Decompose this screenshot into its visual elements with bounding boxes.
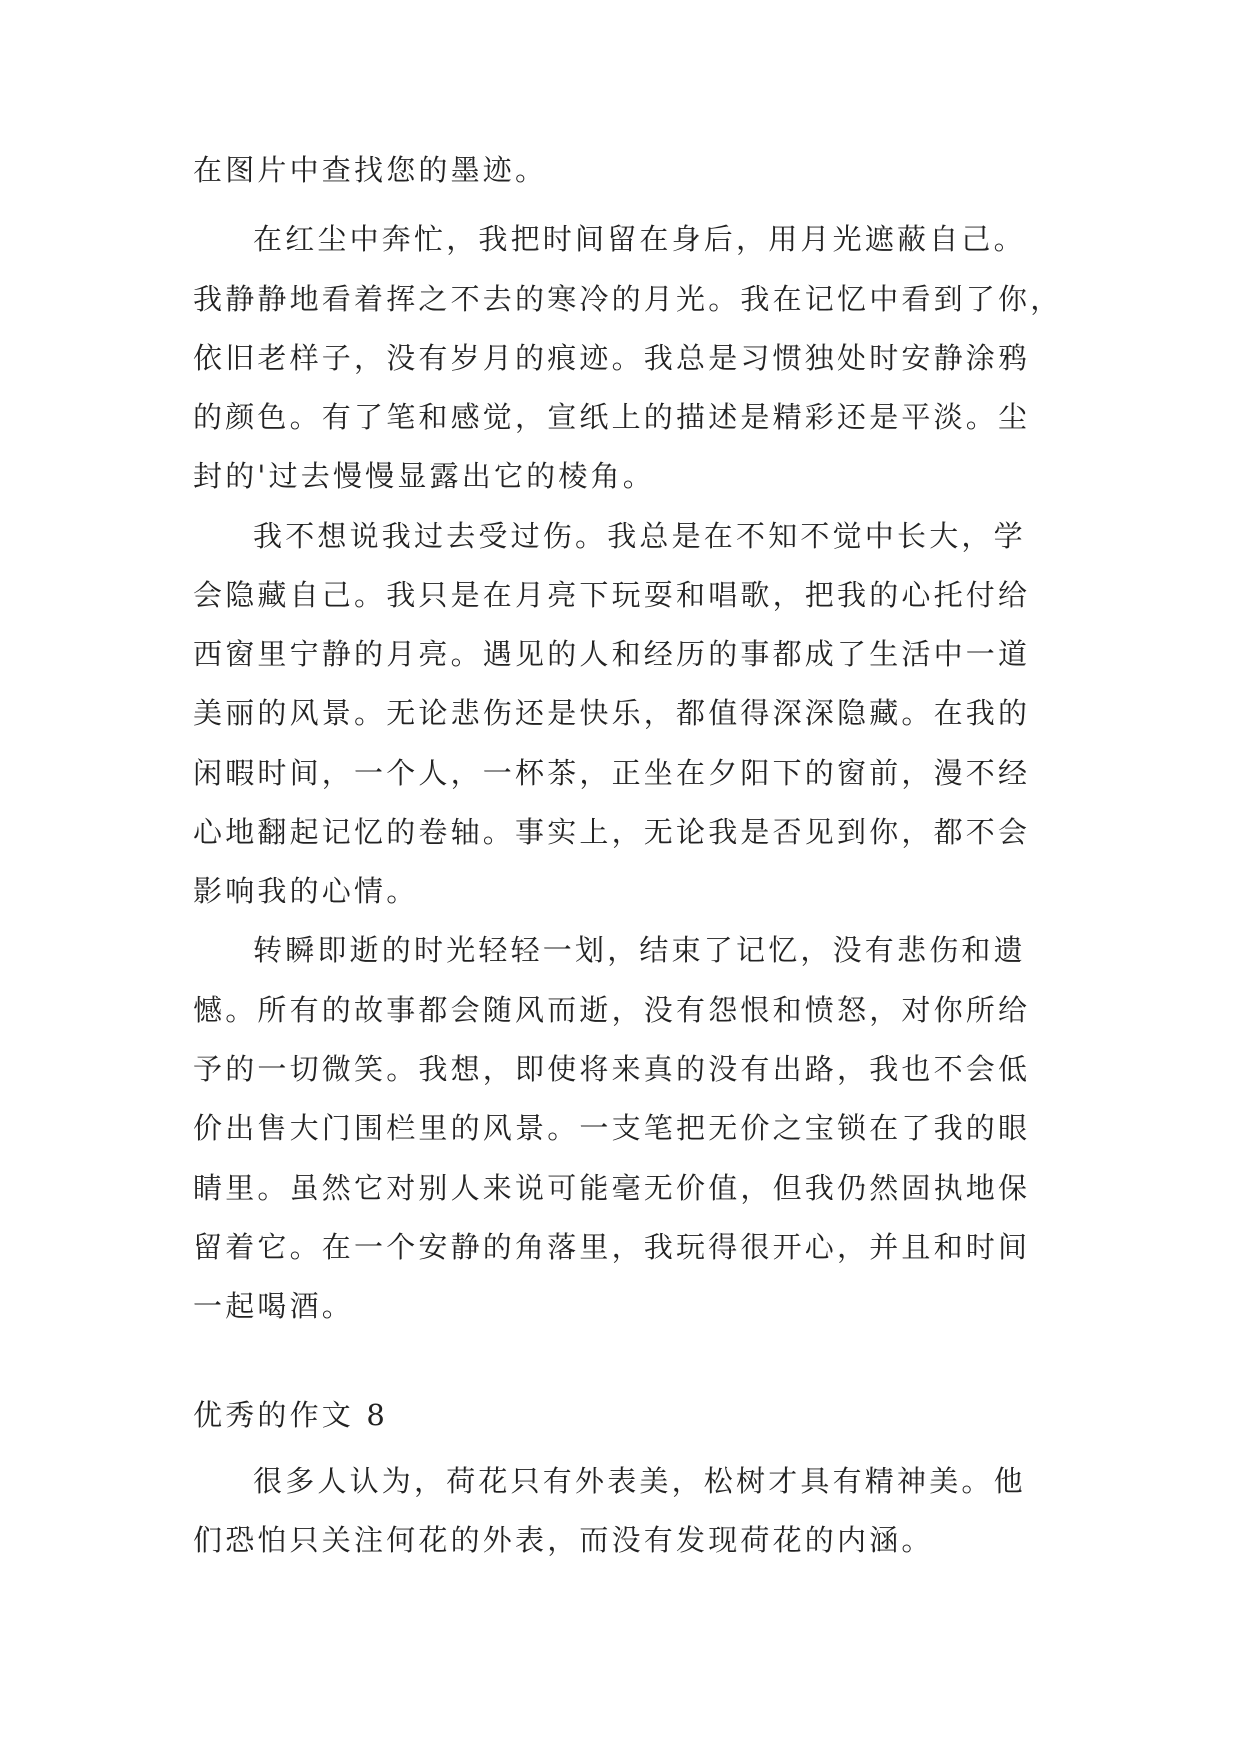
paragraph-3-line-1: 转瞬即逝的时光轻轻一划，结束了记忆，没有悲伤和遗 (253, 933, 1026, 967)
paragraph-1-line-1: 在红尘中奔忙，我把时间留在身后，用月光遮蔽自己。 (253, 222, 1026, 256)
intro-line: 在图片中查找您的墨迹。 (193, 153, 548, 187)
section-paragraph-line-2: 们恐怕只关注何花的外表，而没有发现荷花的内涵。 (193, 1523, 934, 1557)
paragraph-1-line-5: 封的'过去慢慢显露出它的棱角。 (193, 459, 655, 493)
section-heading: 优秀的作文 8 (193, 1398, 389, 1432)
paragraph-2-line-5: 闲暇时间，一个人，一杯茶，正坐在夕阳下的窗前，漫不经 (193, 756, 1031, 790)
paragraph-2-line-2: 会隐藏自己。我只是在月亮下玩耍和唱歌，把我的心托付给 (193, 578, 1031, 612)
paragraph-1-line-3: 依旧老样子，没有岁月的痕迹。我总是习惯独处时安静涂鸦 (193, 341, 1031, 375)
paragraph-3-line-2: 憾。所有的故事都会随风而逝，没有怨恨和愤怒，对你所给 (193, 993, 1031, 1027)
paragraph-2-line-7: 影响我的心情。 (193, 874, 419, 908)
paragraph-3-line-5: 睛里。虽然它对别人来说可能毫无价值，但我仍然固执地保 (193, 1171, 1031, 1205)
paragraph-3-line-4: 价出售大门围栏里的风景。一支笔把无价之宝锁在了我的眼 (193, 1111, 1031, 1145)
paragraph-2-line-4: 美丽的风景。无论悲伤还是快乐，都值得深深隐藏。在我的 (193, 696, 1031, 730)
paragraph-3-line-7: 一起喝酒。 (193, 1289, 355, 1323)
paragraph-3-line-3: 予的一切微笑。我想，即使将来真的没有出路，我也不会低 (193, 1052, 1031, 1086)
paragraph-2-line-3: 西窗里宁静的月亮。遇见的人和经历的事都成了生活中一道 (193, 637, 1031, 671)
paragraph-2-line-1: 我不想说我过去受过伤。我总是在不知不觉中长大，学 (253, 519, 1026, 553)
paragraph-1-line-2: 我静静地看着挥之不去的寒冷的月光。我在记忆中看到了你， (193, 282, 1063, 316)
paragraph-1-line-4: 的颜色。有了笔和感觉，宣纸上的描述是精彩还是平淡。尘 (193, 400, 1031, 434)
paragraph-2-line-6: 心地翻起记忆的卷轴。事实上，无论我是否见到你，都不会 (193, 815, 1031, 849)
section-paragraph-line-1: 很多人认为，荷花只有外表美，松树才具有精神美。他 (253, 1464, 1026, 1498)
paragraph-3-line-6: 留着它。在一个安静的角落里，我玩得很开心，并且和时间 (193, 1230, 1031, 1264)
